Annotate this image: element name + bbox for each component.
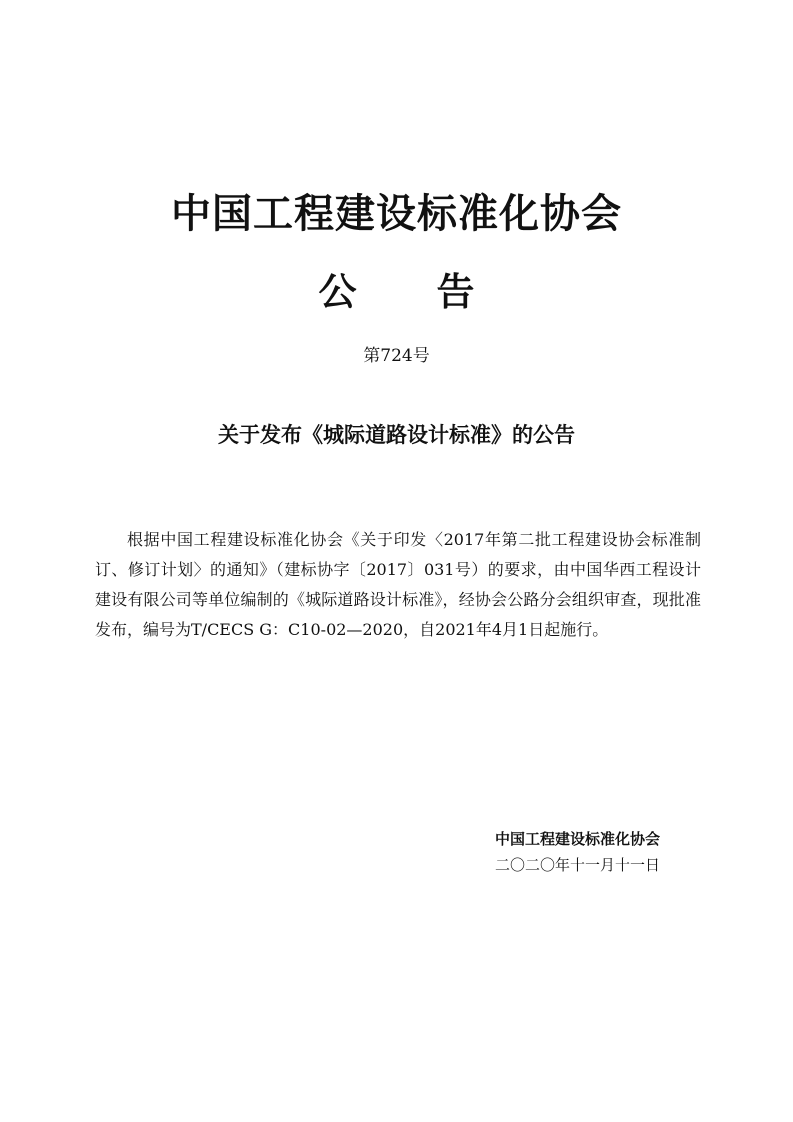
document-type-char-1: 公 — [318, 270, 357, 314]
notice-subject: 关于发布《城际道路设计标准》的公告 — [218, 423, 575, 447]
document-type-char-2: 告 — [436, 270, 475, 314]
notice-body: 根据中国工程建设标准化协会《关于印发〈2017年第二批工程建设协会标准制订、修订计划〉的通知》（建标协字〔2017〕031号）的要求，由中国华西工程设计建设有限公司等单位编制的《城际道路设计标准》，经协会公路分会组织审查，现批准发布，编号为T/CECS G：C10-02—2020，自2021年4月1日起施行。 — [95, 530, 701, 639]
document-number: 第724号 — [363, 346, 430, 366]
issue-date: 二〇二〇年十一月十一日 — [495, 856, 661, 874]
document-type-heading — [0, 268, 793, 316]
organization-title: 中国工程建设标准化协会 — [171, 191, 622, 237]
signature-block — [495, 826, 755, 878]
issuer-name: 中国工程建设标准化协会 — [495, 830, 661, 848]
